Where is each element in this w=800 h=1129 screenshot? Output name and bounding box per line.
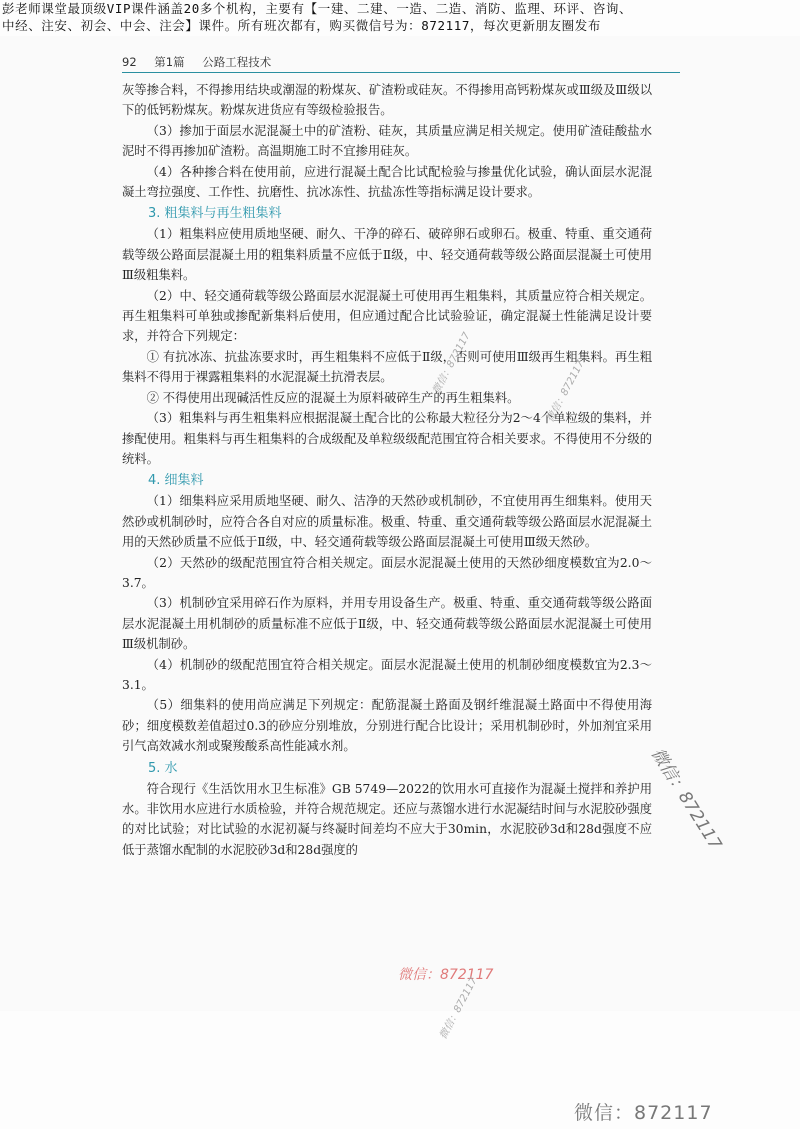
paragraph: （4）各种掺合料在使用前，应进行混凝土配合比试配检验与掺量优化试验，确认面层水泥混凝土弯拉强度、工作性、抗磨性、抗冰冻性、抗盐冻性等指标满足设计要求。	[122, 164, 652, 200]
page-number: 92	[122, 55, 137, 69]
paragraph: 灰等掺合料，不得掺用结块或潮湿的粉煤灰、矿渣粉或硅灰。不得掺用高钙粉煤灰或Ⅲ级及Ⅲ级以下的低钙粉煤灰。粉煤灰进货应有等级检验报告。	[122, 83, 652, 118]
paragraph: ② 不得使用出现碱活性反应的混凝土为原料破碎生产的再生粗集料。	[146, 390, 520, 405]
paragraph: （5）细集料的使用尚应满足下列规定：配筋混凝土路面及钢纤维混凝土路面中不得使用海砂；细度模数差值超过0.3的砂应分别堆放，分别进行配合比设计；采用机制砂时，外加剂宜采用引气高效减水剂或聚羧酸系高性能减水剂。	[122, 698, 652, 754]
paragraph: （3）粗集料与再生粗集料应根据混凝土配合比的公称最大粒径分为2～4个单粒级的集料，并掺配使用。粗集料与再生粗集料的合成级配及单粒级级配范围宜符合相关要求。不得使用不分级的统料。	[122, 411, 652, 466]
watermark: 微信：872117	[544, 358, 587, 425]
part-label: 第1篇	[154, 55, 185, 69]
watermark: 微信：872117	[574, 1102, 713, 1124]
section-heading: 4. 细集料	[148, 473, 204, 489]
paragraph: （1）粗集料应使用质地坚硬、耐久、干净的碎石、破碎卵石或卵石。极重、特重、重交通荷载等级公路面层混凝土用的粗集料质量不应低于Ⅱ级，中、轻交通荷载等级公路面层混凝土可使用Ⅲ级粗集料。	[122, 227, 652, 283]
watermark: 微信：872117	[430, 330, 473, 397]
banner-line-2: 中经、注安、初会、中会、注会】课件。所有班次都有，购买微信号为：872117，每次更新朋友圈发布	[2, 18, 601, 33]
header-rule	[122, 72, 680, 73]
paragraph: （1）细集料应采用质地坚硬、耐久、洁净的天然砂或机制砂，不宜使用再生细集料。使用天然砂或机制砂时，应符合各自对应的质量标准。极重、特重、重交通荷载等级公路面层水泥混凝土用的天然砂质量不应低于Ⅱ级，中、轻交通荷载等级公路面层混凝土可使用Ⅲ级天然砂。	[122, 494, 652, 550]
watermark: 微信：872117	[437, 975, 480, 1042]
body-text	[122, 80, 652, 860]
part-title: 公路工程技术	[202, 55, 272, 69]
paragraph: ① 有抗冰冻、抗盐冻要求时，再生粗集料不应低于Ⅱ级，否则可使用Ⅲ级再生粗集料。再生粗集料不得用于裸露粗集料的水泥混凝土抗滑表层。	[122, 349, 652, 385]
running-head	[122, 54, 682, 70]
watermark: 微信：872117	[646, 744, 726, 854]
book-page	[0, 36, 800, 1011]
top-banner	[2, 0, 798, 34]
section-heading: 3. 粗集料与再生粗集料	[148, 206, 282, 222]
watermark: 微信：872117	[398, 967, 494, 983]
paragraph: （3）机制砂宜采用碎石作为原料，并用专用设备生产。极重、特重、重交通荷载等级公路面层水泥混凝土用机制砂的质量标准不应低于Ⅱ级，中、轻交通荷载等级公路面层水泥混凝土可使用Ⅲ级机制砂。	[122, 596, 652, 652]
paragraph: （2）中、轻交通荷载等级公路面层水泥混凝土可使用再生粗集料，其质量应符合相关规定。再生粗集料可单独或掺配新集料后使用，但应通过配合比试验验证，确定混凝土性能满足设计要求，并符合下列规定：	[122, 288, 652, 344]
paragraph: （2）天然砂的级配范围宜符合相关规定。面层水泥混凝土使用的天然砂细度模数宜为2.0～3.7。	[122, 555, 652, 590]
paragraph: （3）掺加于面层水泥混凝土中的矿渣粉、硅灰，其质量应满足相关规定。使用矿渣硅酸盐水泥时不得再掺加矿渣粉。高温期施工时不宜掺用硅灰。	[122, 123, 652, 159]
paragraph: （4）机制砂的级配范围宜符合相关规定。面层水泥混凝土使用的机制砂细度模数宜为2.3～3.1。	[122, 657, 652, 692]
banner-line-1: 彭老师课堂最顶级VIP课件涵盖20多个机构，主要有【一建、二建、一造、二造、消防、监理、环评、咨询、	[2, 1, 633, 16]
paragraph: 符合现行《生活饮用水卫生标准》GB 5749—2022的饮用水可直接作为混凝土搅拌和养护用水。非饮用水应进行水质检验，并符合规范规定。还应与蒸馏水进行水泥凝结时间与水泥胶砂强度的对比试验；对比试验的水泥初凝与终凝时间差均不应大于30min，水泥胶砂3d和28d强度不应低于蒸馏水配制的水泥胶砂3d和28d强度的	[122, 781, 652, 857]
section-heading: 5. 水	[148, 760, 178, 776]
